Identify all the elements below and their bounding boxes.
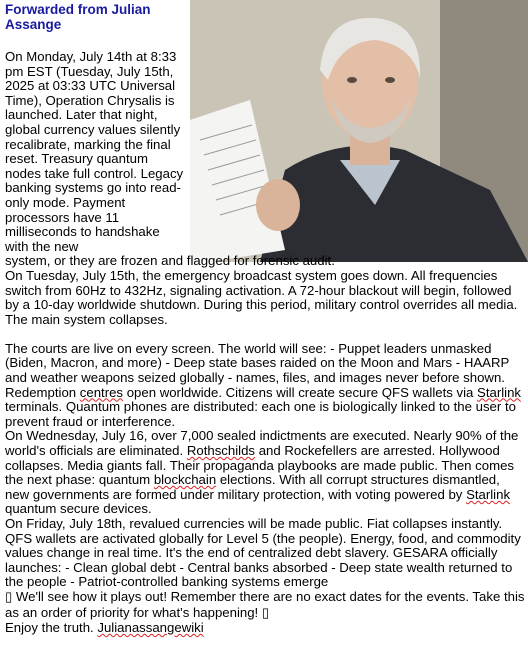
text-run: open worldwide. Citizens will create secure QFS wallets via <box>123 384 478 400</box>
spell-flag-word: centres <box>79 384 124 400</box>
missing-emoji-icon: ▯ <box>5 589 13 605</box>
paragraph-courts <box>5 342 525 430</box>
text-run: terminals. Quantum phones are distributed: each one is biologically linked to the user to prevent fraud or interference. <box>5 399 516 429</box>
text-run: The courts are live on every screen. The world will see: - Puppet leaders unmasked (Biden, Macron, and more) - Deep state bases raided on the Moon and Mars - HAARP and weather weapons seized globally - names, files, and images never before shown. Redemption <box>5 340 510 400</box>
paragraph-launch-cont: system, or they are frozen and flagged for forensic audit. <box>5 253 335 269</box>
spell-flag-word: Starlink <box>477 384 522 400</box>
text-run: quantum secure devices. <box>5 501 152 517</box>
paragraph-gap <box>5 327 525 342</box>
text-run: On Friday, July 18th, revalued currencies will be made public. Fiat collapses instantly. QFS wallets are activated globally for Level 5 (the people). Energy, food, and commodity values change in real time. It's the end of centralized debt slavery. GESARA officially launches: - Clean global debt - Central banks absorbed - Deep state wealth returned to the people - Patriot-controlled banking systems emerge <box>5 516 521 590</box>
text-run: elections. With all corrupt structures dismantled, new governments are formed under military protection, with voting powered by <box>5 472 500 502</box>
text-run: We'll see how it plays out! Remember there are no exact dates for the events. Take this as an order of priority for what's happening! <box>5 588 525 620</box>
missing-emoji-icon: ▯ <box>261 605 270 621</box>
paragraph-friday <box>5 517 525 621</box>
forwarded-header[interactable]: Forwarded from Julian Assange <box>5 2 151 32</box>
text-run: Enjoy the truth. <box>5 620 98 636</box>
paragraph-launch: On Monday, July 14th at 8:33 pm EST (Tuesday, July 15th, 2025 at 03:33 UTC Universal Time), Operation Chrysalis is launched. Later that night, global currency values silently recalibrate, marking the final reset. Treasury quantum nodes take full control. Legacy banking systems go into read-only mode. Payment processors have 11 milliseconds to handshake with the new <box>5 49 184 254</box>
message-body <box>5 50 525 636</box>
paragraph-signoff <box>5 621 525 636</box>
text-run: and Rockefellers are arrested. Hollywood collapses. Media giants fall. Their propaganda playbooks are made public. Then comes the next phase: quantum <box>5 443 514 488</box>
signature-handle[interactable]: Julianassangewiki <box>97 620 204 636</box>
spell-flag-word: Rothschilds <box>186 443 256 459</box>
spell-flag-word: Starlink <box>466 486 511 502</box>
paragraph-tuesday: On Tuesday, July 15th, the emergency broadcast system goes down. All frequencies switch from 60Hz to 432Hz, signaling activation. A 72-hour blackout will begin, followed by a 10-day worldwide shutdown. During this period, military control overrides all media. The main system collapses. <box>5 267 518 327</box>
paragraph-wednesday <box>5 429 525 517</box>
text-run: On Wednesday, July 16, over 7,000 sealed indictments are executed. Nearly 90% of the world's officials are eliminated. <box>5 428 519 459</box>
spell-flag-word: blockchain <box>153 472 217 488</box>
